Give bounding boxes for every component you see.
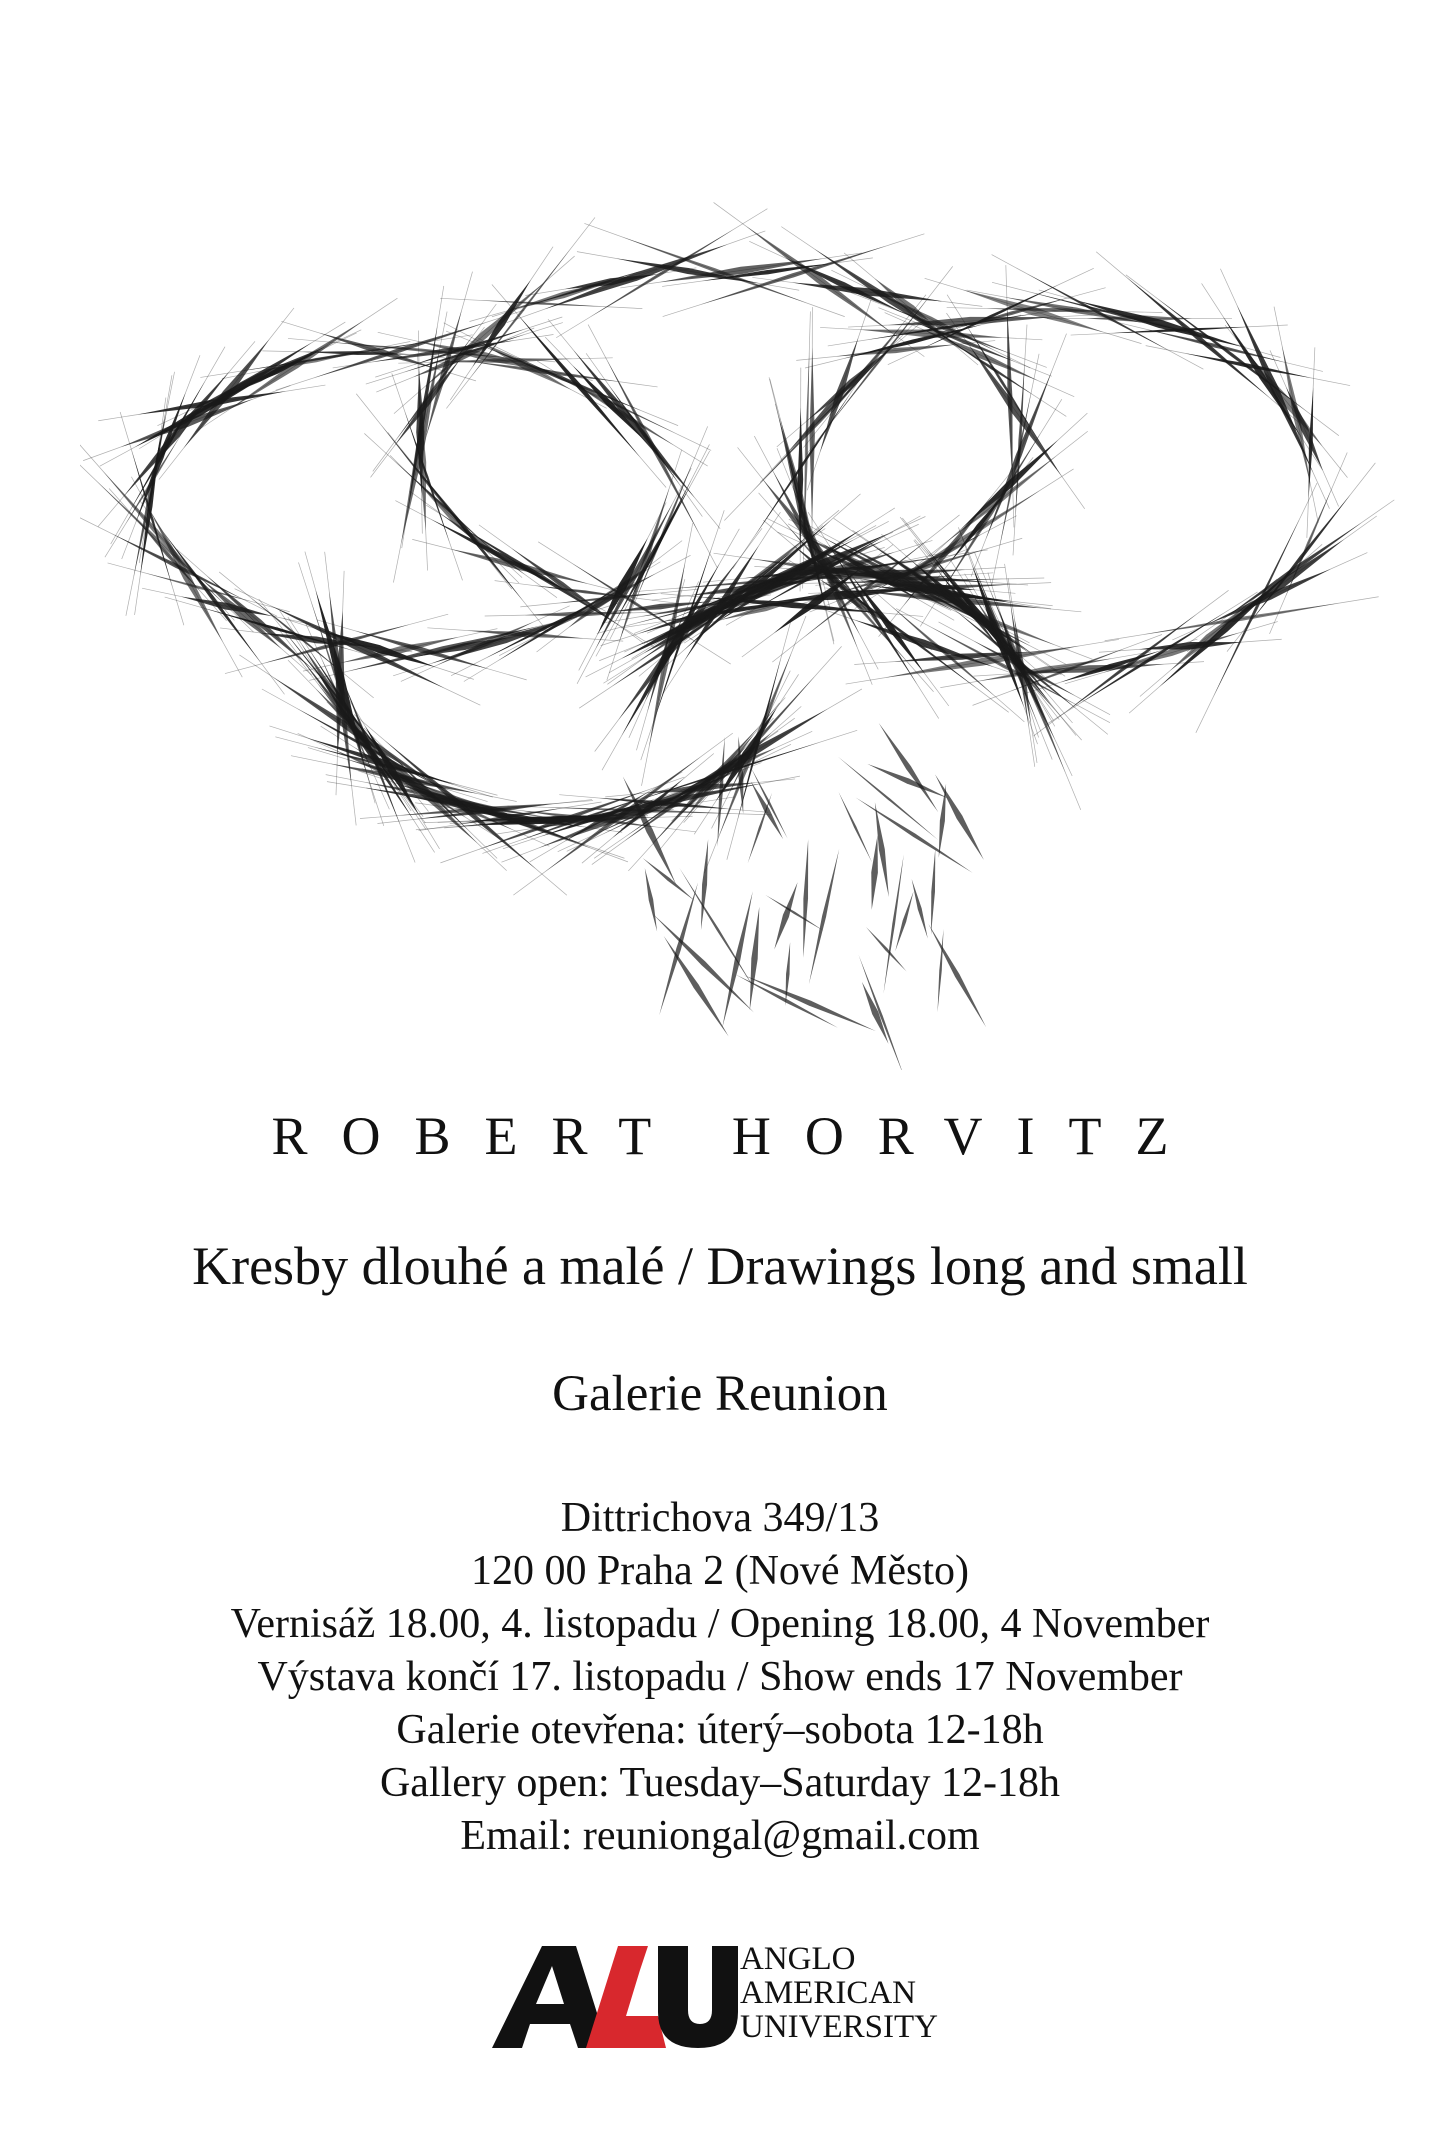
ink-hairline [1033,590,1228,736]
ink-hairline [800,368,801,592]
ink-stroke [838,792,872,863]
ink-hairline [1129,544,1322,713]
ink-hairline [777,319,926,447]
ink-stroke [838,757,939,841]
ink-stroke [803,839,808,958]
ink-hairline [525,268,696,296]
hours-czech-line: Galerie otevřena: úterý–sobota 12-18h [396,1707,1044,1753]
ink-hairline [1096,252,1299,423]
aau-logo-mark-icon [490,1940,740,2050]
ink-drawing-artwork [80,120,1410,1070]
ink-stroke [859,955,905,1070]
address-line: Dittrichova 349/13 [560,1495,880,1541]
ink-stroke [664,936,729,1036]
ink-stroke [701,839,708,930]
ink-hairline [548,319,720,529]
ink-stroke [774,882,797,949]
exhibition-details [0,1492,1440,1863]
ink-stroke [928,924,986,1027]
artist-name: ROBERT HORVITZ [271,1106,1203,1166]
ink-hairline [83,386,290,461]
ink-strokes-group [80,202,1394,1070]
ink-stroke [809,849,839,984]
exhibition-title: Kresby dlouhé a malé / Drawings long and small [192,1236,1248,1296]
ink-hairline [444,323,607,409]
ink-hairline [1126,275,1339,436]
ink-hairline [177,549,342,695]
logo-line-american: AMERICAN [740,1975,917,2011]
ink-hairline [1270,350,1339,506]
ink-hairline [478,338,711,450]
email-line: Email: reuniongal@gmail.com [460,1813,980,1859]
aau-logo [490,1940,970,2050]
ink-hairline [752,277,982,306]
ink-hairline [1105,597,1379,641]
ink-hairline [1065,622,1278,684]
ink-hairline [641,510,724,760]
ink-stroke [750,907,760,1010]
ink-stroke [751,781,783,839]
ink-hairline [394,256,575,414]
ink-hairline [1270,453,1348,634]
ink-hairline [450,247,553,400]
ink-hairline [356,394,512,589]
opening-line: Vernisáž 18.00, 4. listopadu / Opening 18.00, 4 November [230,1601,1210,1647]
city-line: 120 00 Praha 2 (Nové Město) [470,1548,970,1594]
ink-hairline [1196,483,1317,733]
ink-hairline [714,202,925,356]
ink-stroke [931,848,935,934]
hours-english-line: Gallery open: Tuesday–Saturday 12-18h [379,1760,1061,1806]
ink-stroke [744,975,876,1031]
ink-hairline [1140,579,1277,696]
ink-hairline [165,597,391,661]
ink-stroke [645,868,657,931]
ink-stroke [871,835,878,909]
aau-logo-text [740,1942,938,2044]
logo-line-anglo: ANGLO [740,1941,856,1977]
ink-stroke [751,768,788,839]
ink-stroke [659,883,698,1016]
ink-hairline [309,617,577,680]
ink-hairline [733,361,873,569]
venue-name: Galerie Reunion [552,1366,888,1422]
closing-line: Výstava končí 17. listopadu / Show ends 17 November [257,1654,1183,1700]
ink-stroke [912,879,928,939]
ink-hairline [198,333,356,409]
ink-hairline [586,353,702,516]
ink-hairline [364,433,522,577]
ink-hairline [109,488,227,620]
ink-hairline [588,325,717,569]
ink-hairline [98,341,255,526]
ink-stroke [748,793,772,864]
ink-stroke [765,895,823,931]
logo-line-university: UNIVERSITY [740,2009,938,2045]
ink-hairline [684,646,842,822]
ink-hairline [373,304,497,471]
ink-hairline [1225,325,1347,477]
ink-hairline [276,310,525,390]
ink-stroke [862,982,889,1044]
